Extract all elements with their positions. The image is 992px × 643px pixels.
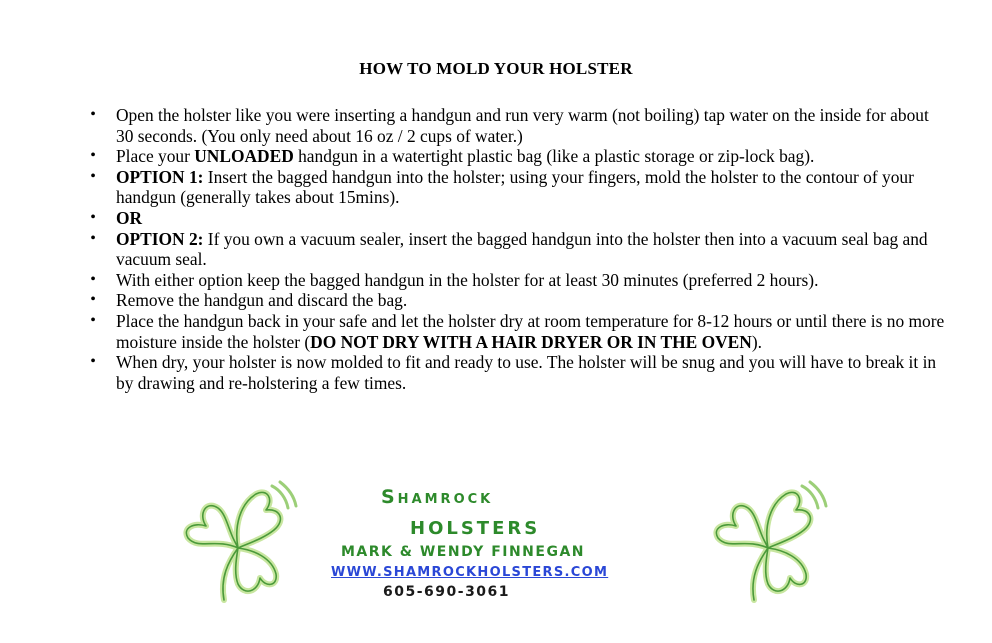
website-link[interactable]: WWW.SHAMROCKHOLSTERS.COM [331, 565, 609, 580]
bullet: • [90, 353, 96, 371]
list-item [86, 290, 946, 311]
bullet: • [90, 147, 96, 165]
list-item [86, 270, 946, 291]
step-text: ). [751, 331, 762, 352]
list-item [86, 229, 946, 270]
step-text: With either option keep the bagged handgun in the holster for at least 30 minutes (preferred 2 hours). [116, 269, 819, 290]
bullet: • [90, 229, 96, 247]
bullet: • [90, 270, 96, 288]
step-text: Insert the bagged handgun into the holster; using your fingers, mold the holster to the contour of your handgun (generally takes about 15mins). [116, 166, 914, 208]
bullet: • [90, 106, 96, 123]
step-lead: OPTION 2: [116, 228, 204, 249]
bullet: • [90, 311, 96, 329]
step-lead: OPTION 1: [116, 166, 204, 187]
phone-number: 605-690-3061 [383, 584, 511, 600]
list-item [86, 105, 946, 146]
step-emphasis: DO NOT DRY WITH A HAIR DRYER OR IN THE OVEN [310, 331, 752, 352]
brand-owners: MARK & WENDY FINNEGAN [341, 544, 586, 560]
bullet: • [90, 291, 96, 309]
shamrock-icon [706, 478, 836, 608]
step-lead: OR [116, 207, 143, 228]
list-item [86, 208, 946, 229]
step-text: Remove the handgun and discard the bag. [116, 290, 408, 311]
step-text: If you own a vacuum sealer, insert the bagged handgun into the holster then into a vacuum seal bag and vacuum seal. [116, 228, 928, 270]
bullet: • [90, 167, 96, 185]
list-item [86, 146, 946, 167]
step-text: Place your [116, 146, 195, 167]
brand-name: Shamrock [381, 486, 494, 508]
step-text: handgun in a watertight plastic bag (like a plastic storage or zip-lock bag). [293, 146, 815, 167]
step-text: When dry, your holster is now molded to fit and ready to use. The holster will be snug and you will have to break it in by drawing and re-holstering a few times. [116, 352, 937, 393]
brand-subname: HOLSTERS [410, 518, 541, 539]
bullet: • [90, 208, 96, 226]
shamrock-icon [176, 478, 306, 608]
step-text: Open the holster like you were inserting a handgun and run very warm (not boiling) tap water on the inside for about 30 seconds. (You only need about 16 oz / 2 cups of water.) [116, 105, 929, 146]
list-item [86, 311, 946, 352]
list-item [86, 167, 946, 208]
page-title: HOW TO MOLD YOUR HOLSTER [359, 59, 633, 78]
instructions-list [86, 105, 946, 393]
step-text: Place the handgun back in your safe and let the holster dry at room temperature for 8-12 hours or until there is no more moisture inside the holster ( [116, 310, 945, 352]
step-emphasis: UNLOADED [194, 146, 294, 167]
list-item [86, 352, 946, 393]
